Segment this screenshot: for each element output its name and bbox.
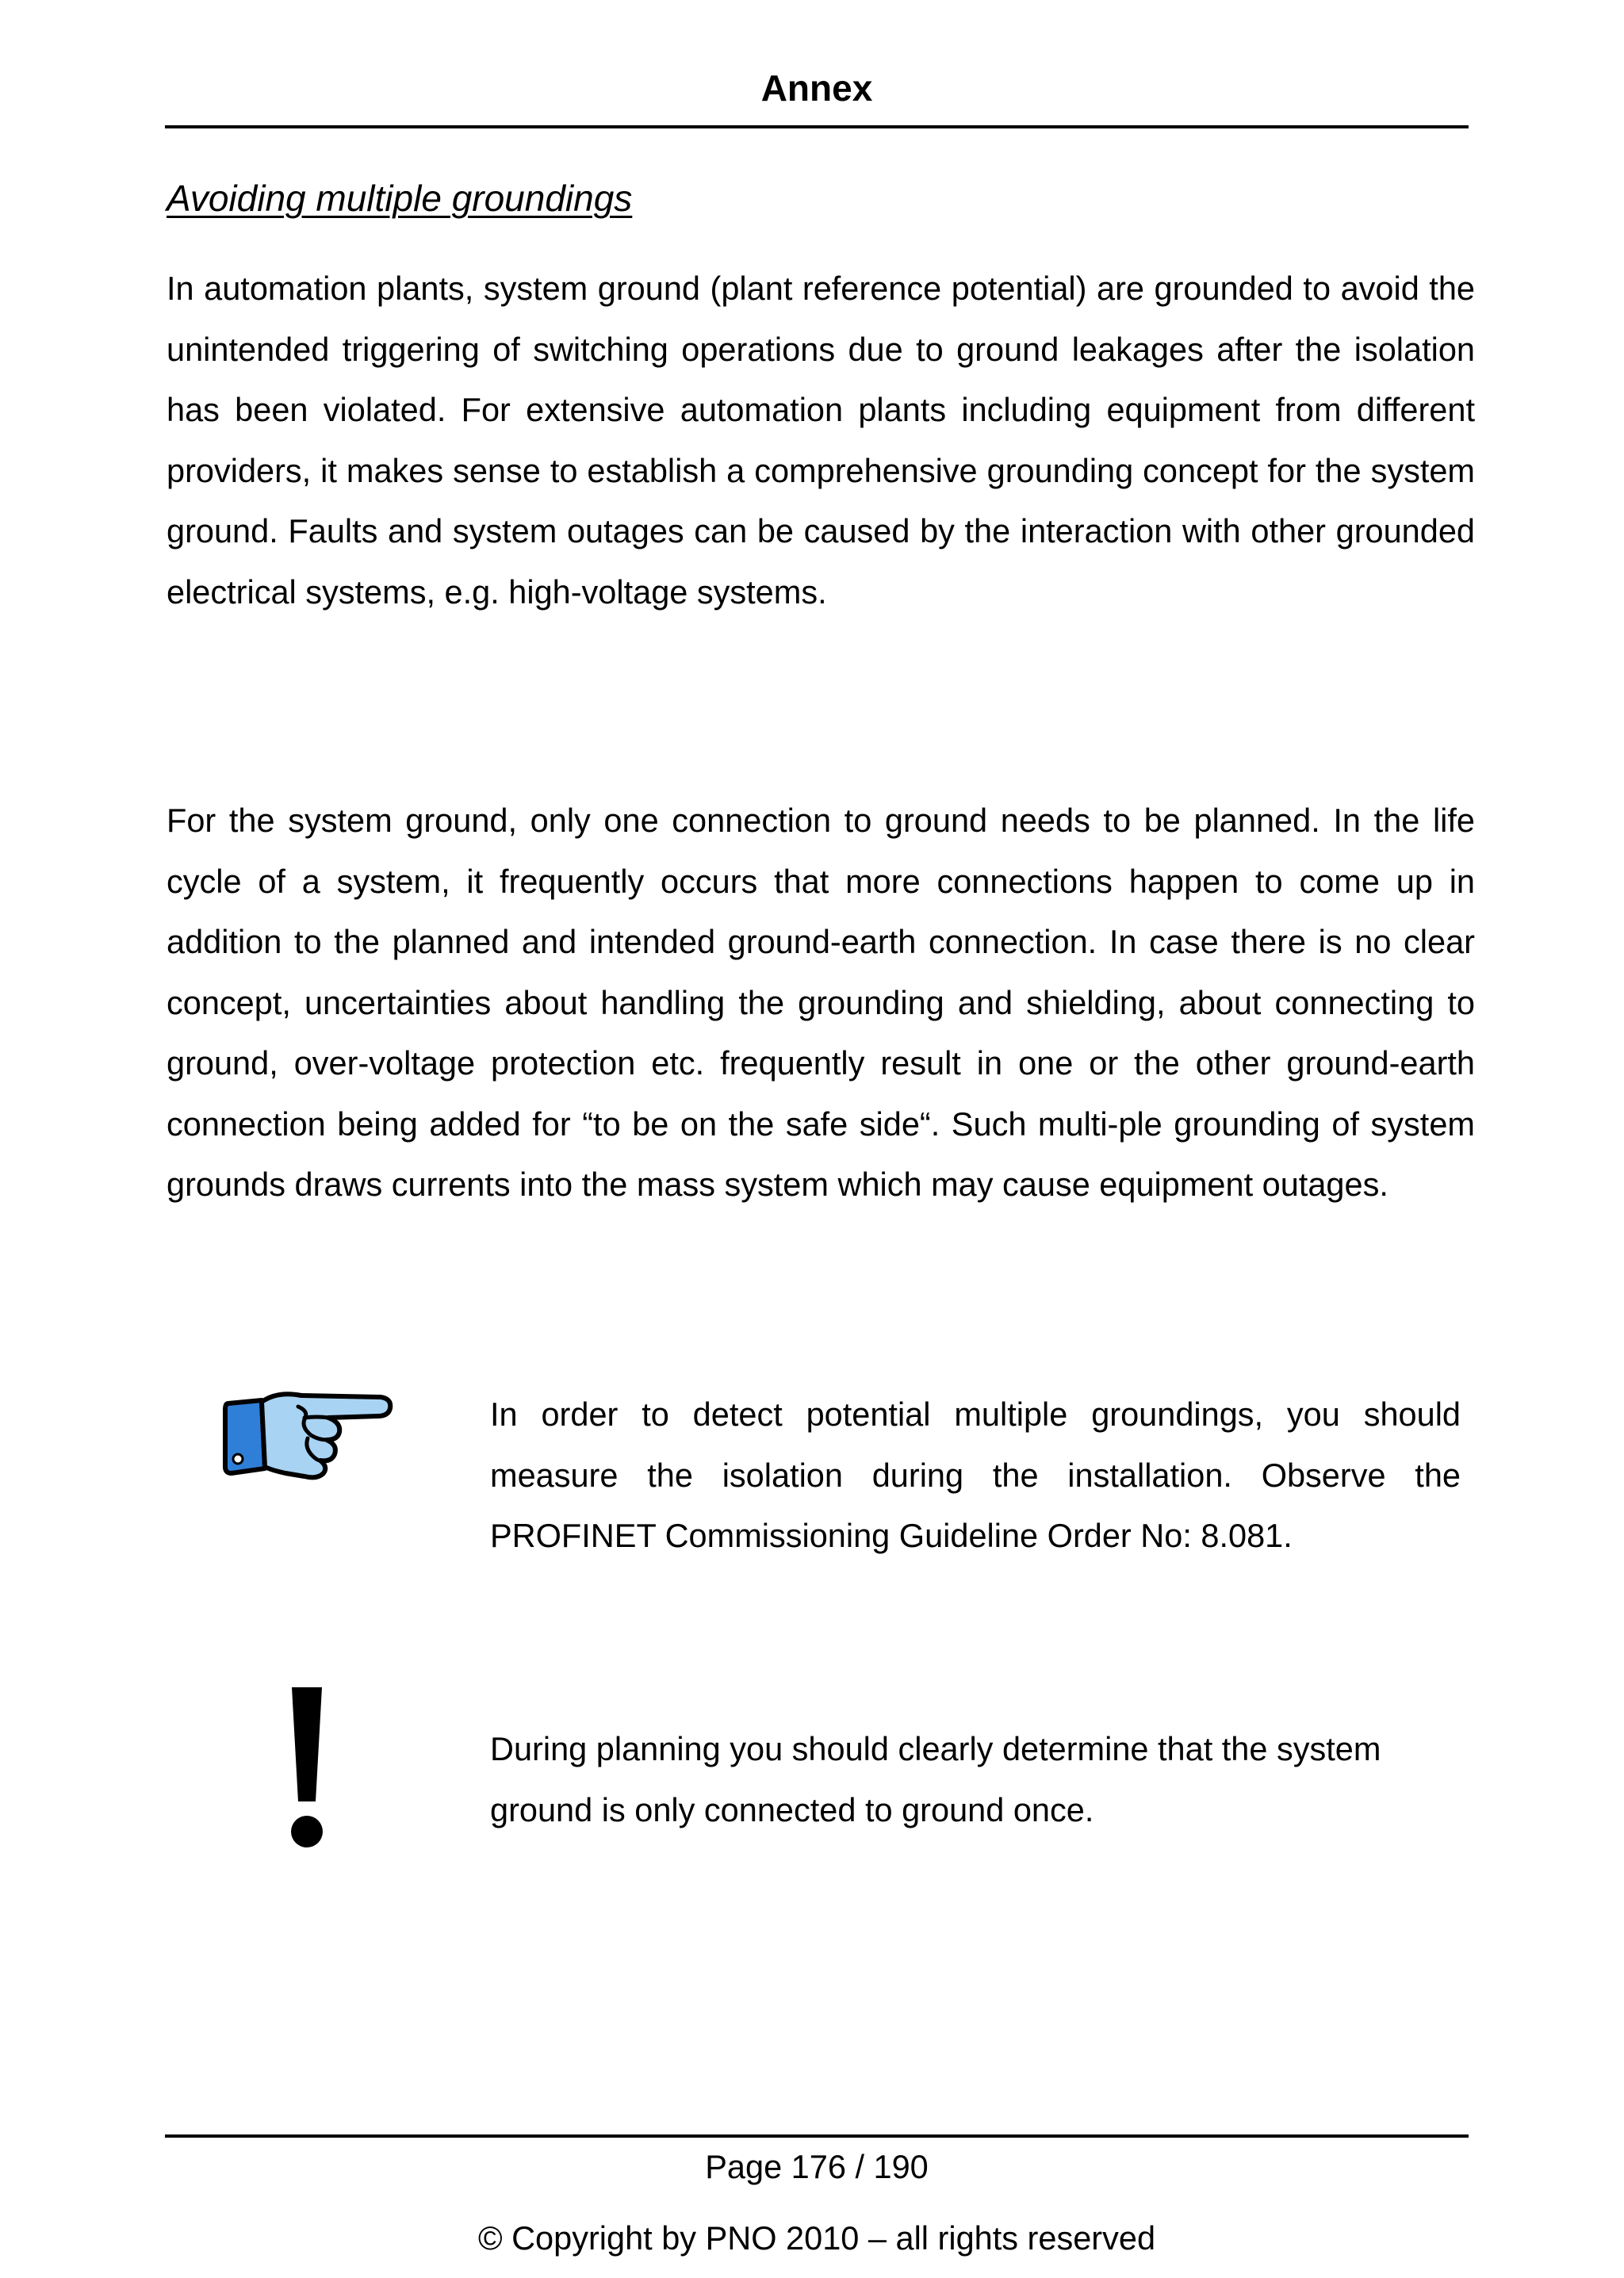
header-rule (165, 125, 1469, 128)
warning-note-text: During planning you should clearly determine that the system ground is only connected to ground once. (490, 1730, 1381, 1828)
body-paragraph-2: For the system ground, only one connection to ground needs to be planned. In the life cycle of a system, it frequently occurs that more connections happen to come up in addition to the planned and intended ground-earth connection. In case there is no clear concept, uncertainties about handling the grounding and shielding, about connecting to ground, over-voltage protection etc. frequently result in one or the other ground-earth connection being added for “to be on the safe side“. Such multi-ple grounding of system grounds draws currents into the mass system which may cause equipment outages. (167, 802, 1475, 1203)
body-paragraph-1: In automation plants, system ground (plant reference potential) are grounded to avoid the unintended triggering of switching operations due to ground leakages after the isolation has been violated. For extensive automation plants including equipment from different providers, it makes sense to establish a comprehensive grounding concept for the system ground. Faults and system outages can be caused by the interaction with other grounded electrical systems, e.g. high-voltage systems. (167, 270, 1475, 611)
section-title: Avoiding multiple groundings (167, 178, 633, 219)
hint-note-text: In order to detect potential multiple groundings, you should measure the isolation during the installation. Observe the PROFINET Commissioning Guideline Order No: 8.081. (490, 1396, 1461, 1554)
exclamation-icon (285, 1683, 328, 1851)
footer-rule (165, 2134, 1469, 2138)
pointing-hand-icon (222, 1388, 393, 1484)
copyright-notice: © Copyright by PNO 2010 – all rights reserved (477, 2219, 1156, 2257)
page-number: Page 176 / 190 (705, 2148, 929, 2185)
running-header: Annex (760, 67, 873, 109)
